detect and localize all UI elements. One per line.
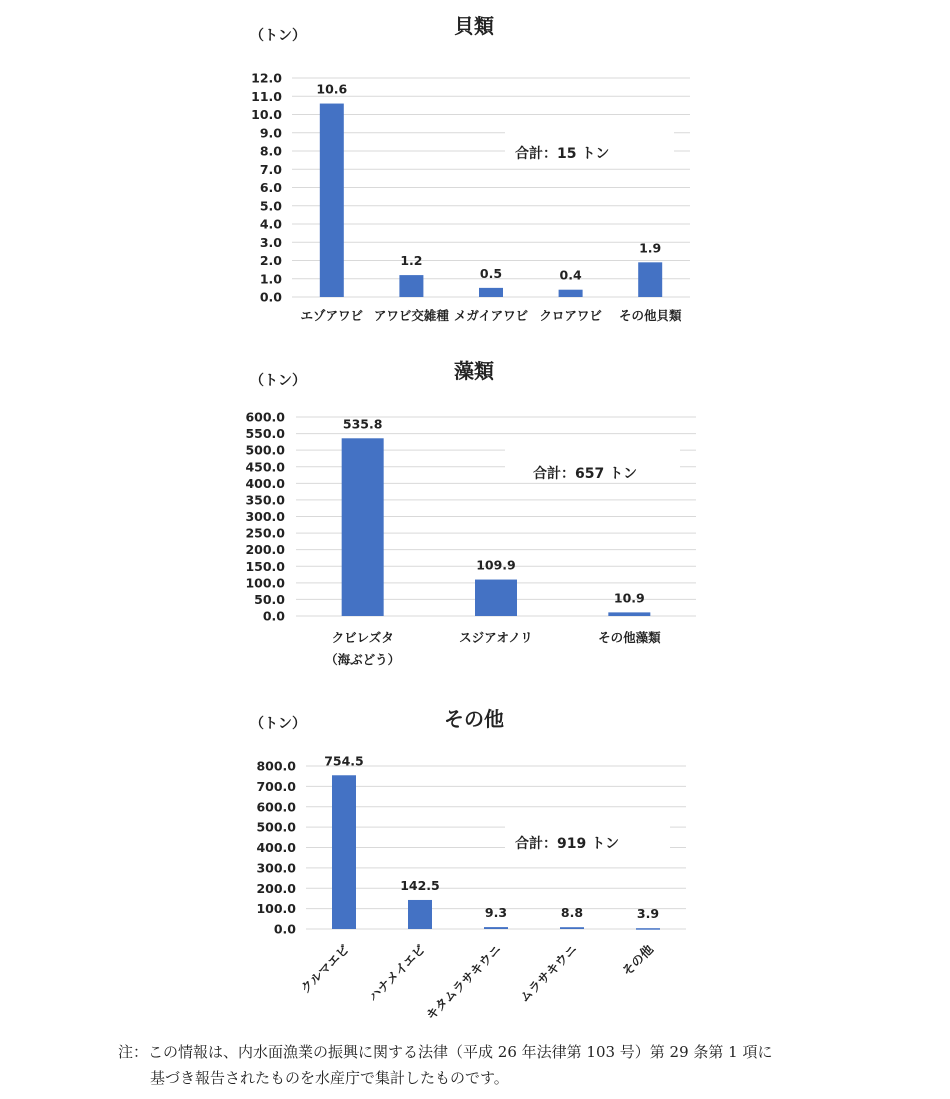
y-tick-label: 600.0 [245, 409, 285, 425]
category-sublabel: （海ぶどう） [325, 652, 401, 667]
y-tick-label: 150.0 [245, 558, 285, 574]
category-label: スジアオノリ [459, 630, 533, 645]
y-tick-label: 8.0 [259, 143, 282, 159]
y-tick-label: 11.0 [251, 88, 282, 104]
data-label: 0.5 [479, 265, 503, 281]
y-tick-label: 6.0 [259, 180, 282, 195]
y-tick-label: 2.0 [259, 253, 282, 268]
data-label: 10.6 [316, 81, 348, 97]
bar [475, 580, 517, 616]
data-label: 1.2 [400, 253, 423, 269]
total-label: 合計：919 トン [515, 836, 620, 852]
data-label: 10.9 [613, 590, 645, 606]
y-tick-label: 7.0 [259, 161, 282, 177]
data-label: 1.9 [639, 240, 662, 256]
chart-shellfish [0, 0, 950, 330]
data-label: 8.8 [560, 905, 584, 921]
seaweed-chart-svg [0, 355, 950, 685]
y-tick-label: 12.0 [251, 70, 282, 86]
chart-seaweed [0, 355, 950, 685]
y-tick-label: 800.0 [256, 758, 296, 774]
y-tick-label: 100.0 [245, 575, 285, 591]
category-label: その他貝類 [618, 308, 682, 323]
footnote-line-1: 注：この情報は、内水面漁業の振興に関する法律（平成 26 年法律第 103 号）第 29 条第 1 項に [118, 1043, 773, 1061]
data-label: 535.8 [342, 416, 383, 432]
y-tick-label: 100.0 [256, 901, 296, 917]
bar [408, 900, 432, 929]
bar [332, 775, 356, 929]
bar [638, 262, 662, 297]
y-tick-label: 350.0 [245, 492, 285, 508]
unit-label: （トン） [250, 716, 306, 732]
data-label: 3.9 [636, 906, 660, 922]
bar [479, 288, 503, 297]
y-tick-label: 400.0 [245, 475, 285, 491]
category-label: メガイアワビ [453, 308, 529, 323]
chart-title: その他 [444, 707, 504, 731]
total-label: 合計：15 トン [515, 146, 610, 162]
data-label: 0.4 [559, 267, 582, 283]
unit-label: （トン） [250, 28, 306, 44]
data-label: 754.5 [324, 753, 364, 769]
bar [559, 290, 583, 297]
category-label: アワビ交雑種 [373, 308, 449, 323]
category-label: その他 [618, 941, 657, 979]
data-label: 109.9 [476, 557, 516, 573]
unit-label: （トン） [250, 373, 306, 389]
bar [342, 438, 384, 616]
y-tick-label: 500.0 [256, 819, 296, 835]
category-label: クロアワビ [539, 308, 602, 323]
category-label: クルマエビ [297, 941, 353, 997]
y-tick-label: 0.0 [259, 289, 282, 305]
bar [636, 928, 660, 930]
chart-title: 藻類 [454, 359, 494, 383]
category-label: その他藻類 [598, 630, 661, 645]
y-tick-label: 550.0 [245, 426, 285, 442]
y-tick-label: 450.0 [245, 459, 285, 475]
y-tick-label: 50.0 [254, 591, 285, 607]
category-label: キタムラサキウニ [422, 941, 505, 1023]
bar [320, 104, 344, 297]
bar [399, 275, 423, 297]
other-chart-svg [0, 700, 950, 1030]
footnote-line-2: 基づき報告されたものを水産庁で集計したものです。 [150, 1069, 509, 1087]
y-tick-label: 400.0 [256, 840, 296, 855]
y-tick-label: 4.0 [259, 216, 282, 232]
bar [560, 927, 584, 929]
y-tick-label: 5.0 [259, 198, 282, 214]
y-tick-label: 3.0 [259, 234, 282, 250]
chart-title: 貝類 [454, 14, 494, 38]
total-label: 合計：657 トン [533, 466, 638, 482]
shellfish-chart-svg [0, 0, 950, 330]
category-label: クビレズタ [331, 630, 394, 645]
category-label: エゾアワビ [300, 308, 364, 323]
y-tick-label: 300.0 [245, 509, 285, 524]
data-label: 9.3 [484, 905, 508, 921]
y-tick-label: 200.0 [245, 542, 285, 558]
y-tick-label: 1.0 [259, 271, 282, 287]
y-tick-label: 600.0 [256, 799, 296, 815]
y-tick-label: 700.0 [256, 778, 296, 794]
bar [484, 927, 508, 929]
y-tick-label: 0.0 [262, 608, 285, 624]
data-label: 142.5 [400, 877, 440, 893]
y-tick-label: 0.0 [273, 921, 296, 937]
category-label: ハナメイエビ [365, 941, 429, 1005]
y-tick-label: 9.0 [259, 125, 282, 141]
chart-other [0, 700, 950, 1030]
y-tick-label: 200.0 [256, 880, 296, 896]
bar [608, 612, 650, 616]
category-label: ムラサキウニ [516, 941, 581, 1006]
y-tick-label: 300.0 [256, 860, 296, 876]
footnote [118, 1039, 878, 1091]
y-tick-label: 250.0 [245, 525, 285, 541]
y-tick-label: 10.0 [251, 107, 282, 122]
y-tick-label: 500.0 [245, 442, 285, 458]
